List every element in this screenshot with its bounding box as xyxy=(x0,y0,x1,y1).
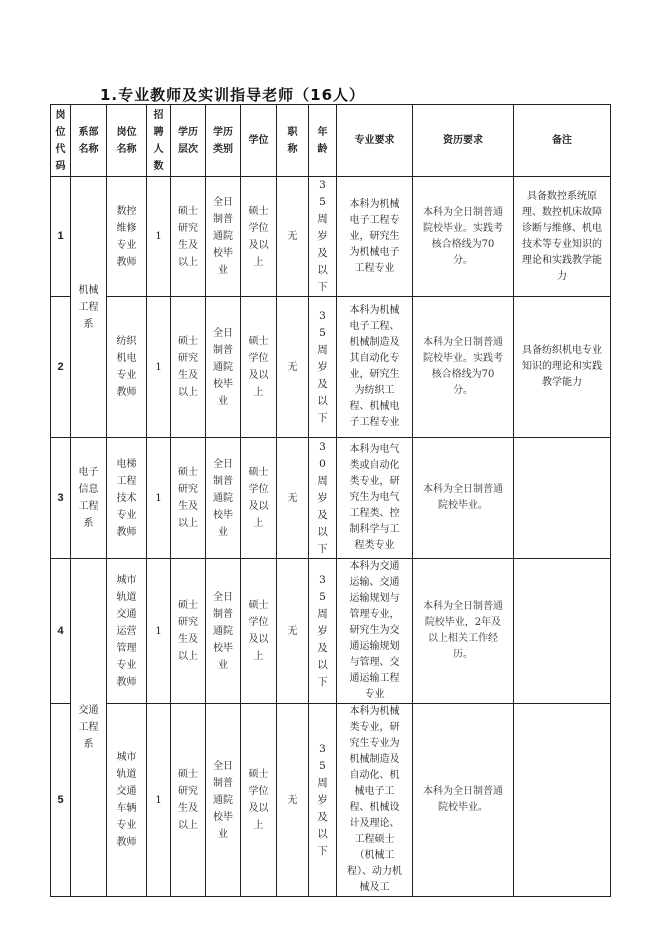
degree: 硕士学位及以上 xyxy=(241,177,277,297)
education-type: 全日制普通院校毕业 xyxy=(206,297,241,438)
education-type: 全日制普通院校毕业 xyxy=(206,559,241,704)
column-header: 年龄 xyxy=(309,105,337,177)
age-limit: 35周岁及以下 xyxy=(309,177,337,297)
hire-count: 1 xyxy=(147,704,171,897)
education-type: 全日制普通院校毕业 xyxy=(206,177,241,297)
experience-requirement: 本科为全日制普通院校毕业。实践考核合格线为70分。 xyxy=(413,177,514,297)
education-level: 硕士研究生及以上 xyxy=(171,177,206,297)
age-limit: 35周岁及以下 xyxy=(309,559,337,704)
education-type: 全日制普通院校毕业 xyxy=(206,438,241,559)
column-header: 学历层次 xyxy=(171,105,206,177)
table-row xyxy=(51,438,611,559)
remark xyxy=(514,438,611,559)
column-header: 系部名称 xyxy=(71,105,107,177)
education-level: 硕士研究生及以上 xyxy=(171,297,206,438)
professional-title: 无 xyxy=(277,177,309,297)
column-header: 岗位名称 xyxy=(107,105,147,177)
education-level: 硕士研究生及以上 xyxy=(171,438,206,559)
column-header: 职称 xyxy=(277,105,309,177)
row-code: 3 xyxy=(51,438,71,559)
remark xyxy=(514,559,611,704)
major-requirement: 本科为机械电子工程专业，研究生为机械电子工程专业 xyxy=(337,177,413,297)
column-header: 学历类别 xyxy=(206,105,241,177)
remark: 具备数控系统原理、数控机床故障诊断与维修、机电技术等专业知识的理论和实践教学能力 xyxy=(514,177,611,297)
row-code: 4 xyxy=(51,559,71,704)
age-limit: 35周岁及以下 xyxy=(309,704,337,897)
position-name: 纺织机电专业教师 xyxy=(107,297,147,438)
degree: 硕士学位及以上 xyxy=(241,559,277,704)
recruitment-table xyxy=(50,104,611,897)
row-code: 1 xyxy=(51,177,71,297)
hire-count: 1 xyxy=(147,297,171,438)
column-header: 岗位代码 xyxy=(51,105,71,177)
education-type: 全日制普通院校毕业 xyxy=(206,704,241,897)
experience-requirement: 本科为全日制普通院校毕业，2年及以上相关工作经历。 xyxy=(413,559,514,704)
position-name: 城市轨道交通车辆专业教师 xyxy=(107,704,147,897)
age-limit: 30周岁及以下 xyxy=(309,438,337,559)
row-code: 5 xyxy=(51,704,71,897)
column-header: 专业要求 xyxy=(337,105,413,177)
experience-requirement: 本科为全日制普通院校毕业。 xyxy=(413,704,514,897)
education-level: 硕士研究生及以上 xyxy=(171,704,206,897)
table-row xyxy=(51,559,611,704)
hire-count: 1 xyxy=(147,438,171,559)
age-limit: 35周岁及以下 xyxy=(309,297,337,438)
remark xyxy=(514,704,611,897)
degree: 硕士学位及以上 xyxy=(241,704,277,897)
experience-requirement: 本科为全日制普通院校毕业。 xyxy=(413,438,514,559)
department-name: 电子信息工程系 xyxy=(71,438,107,559)
major-requirement: 本科为机械电子工程、机械制造及其自动化专业，研究生为纺织工程、机械电子工程专业 xyxy=(337,297,413,438)
major-requirement: 本科为机械类专业，研究生专业为机械制造及自动化、机械电子工程、机械设计及理论、工程硕士（机械工程）、动力机械及工 xyxy=(337,704,413,897)
table-row xyxy=(51,297,611,438)
table-row xyxy=(51,177,611,297)
header-row xyxy=(51,105,611,177)
position-name: 数控维修专业教师 xyxy=(107,177,147,297)
column-header: 资历要求 xyxy=(413,105,514,177)
hire-count: 1 xyxy=(147,177,171,297)
major-requirement: 本科为电气类或自动化类专业，研究生为电气工程类、控制科学与工程类专业 xyxy=(337,438,413,559)
department-name: 交通工程系 xyxy=(71,559,107,897)
degree: 硕士学位及以上 xyxy=(241,438,277,559)
professional-title: 无 xyxy=(277,704,309,897)
department-name: 机械工程系 xyxy=(71,177,107,438)
degree: 硕士学位及以上 xyxy=(241,297,277,438)
professional-title: 无 xyxy=(277,559,309,704)
major-requirement: 本科为交通运输、交通运输规划与管理专业，研究生为交通运输规划与管理、交通运输工程专业 xyxy=(337,559,413,704)
column-header: 学位 xyxy=(241,105,277,177)
position-name: 电梯工程技术专业教师 xyxy=(107,438,147,559)
column-header: 备注 xyxy=(514,105,611,177)
position-name: 城市轨道交通运营管理专业教师 xyxy=(107,559,147,704)
professional-title: 无 xyxy=(277,438,309,559)
column-header: 招聘人数 xyxy=(147,105,171,177)
professional-title: 无 xyxy=(277,297,309,438)
education-level: 硕士研究生及以上 xyxy=(171,559,206,704)
remark: 具备纺织机电专业知识的理论和实践教学能力 xyxy=(514,297,611,438)
row-code: 2 xyxy=(51,297,71,438)
hire-count: 1 xyxy=(147,559,171,704)
experience-requirement: 本科为全日制普通院校毕业。实践考核合格线为70分。 xyxy=(413,297,514,438)
table-row xyxy=(51,704,611,897)
section-title: 1.专业教师及实训指导老师（16人） xyxy=(100,86,366,104)
